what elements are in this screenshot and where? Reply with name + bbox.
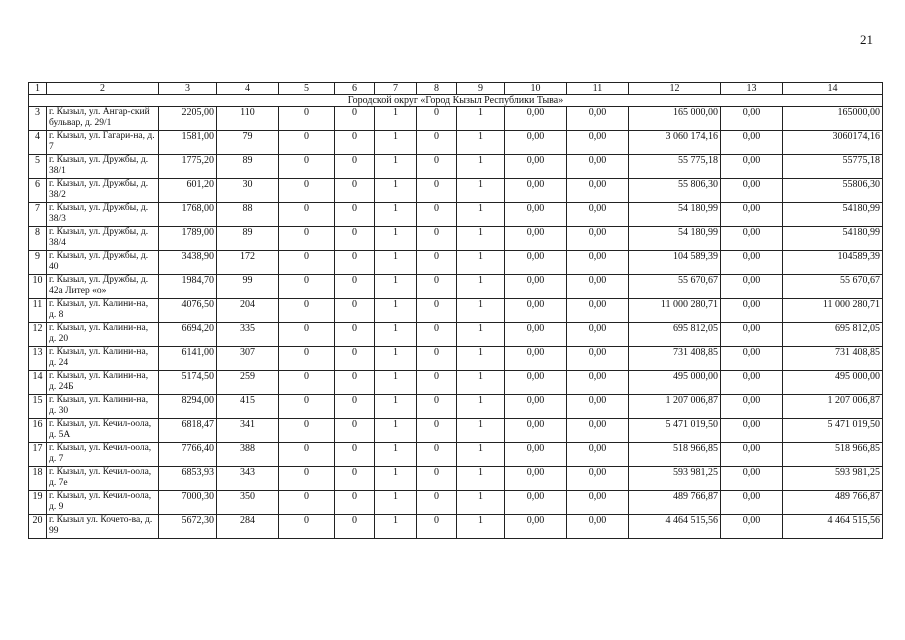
table-row	[29, 443, 883, 467]
header-cell: 3	[159, 83, 217, 95]
cell-col-14: 593 981,25	[783, 467, 883, 491]
cell-col-5: 0	[279, 227, 335, 251]
cell-row-number: 6	[29, 179, 47, 203]
cell-col-7: 1	[375, 131, 417, 155]
cell-col-14: 104589,39	[783, 251, 883, 275]
cell-col-12: 4 464 515,56	[629, 515, 721, 539]
cell-address: г. Кызыл, ул. Дружбы, д. 38/1	[47, 155, 159, 179]
cell-col-11: 0,00	[567, 347, 629, 371]
cell-col-8: 0	[417, 107, 457, 131]
cell-col-12: 55 775,18	[629, 155, 721, 179]
register-table	[28, 82, 883, 539]
cell-col-7: 1	[375, 371, 417, 395]
table-row	[29, 131, 883, 155]
cell-col-7: 1	[375, 251, 417, 275]
cell-row-number: 16	[29, 419, 47, 443]
cell-col-9: 1	[457, 155, 505, 179]
cell-col-14: 489 766,87	[783, 491, 883, 515]
cell-col-11: 0,00	[567, 203, 629, 227]
cell-area: 7000,30	[159, 491, 217, 515]
group-title: Городской округ «Город Кызыл Республики Тыва»	[29, 95, 883, 107]
cell-area: 1768,00	[159, 203, 217, 227]
cell-row-number: 9	[29, 251, 47, 275]
cell-col-14: 1 207 006,87	[783, 395, 883, 419]
cell-col-10: 0,00	[505, 299, 567, 323]
cell-col-10: 0,00	[505, 251, 567, 275]
cell-col-13: 0,00	[721, 395, 783, 419]
table-row	[29, 227, 883, 251]
cell-address: г. Кызыл, ул. Дружбы, д. 38/4	[47, 227, 159, 251]
cell-col-7: 1	[375, 299, 417, 323]
header-cell: 9	[457, 83, 505, 95]
cell-col-12: 54 180,99	[629, 203, 721, 227]
table-row	[29, 419, 883, 443]
cell-col-13: 0,00	[721, 371, 783, 395]
cell-col-11: 0,00	[567, 179, 629, 203]
cell-col-7: 1	[375, 515, 417, 539]
cell-col-5: 0	[279, 107, 335, 131]
cell-col-5: 0	[279, 443, 335, 467]
cell-col-9: 1	[457, 131, 505, 155]
cell-area: 4076,50	[159, 299, 217, 323]
cell-col-7: 1	[375, 395, 417, 419]
cell-col-5: 0	[279, 299, 335, 323]
table-body	[29, 95, 883, 539]
cell-row-number: 17	[29, 443, 47, 467]
cell-address: г. Кызыл, ул. Гагари-на, д. 7	[47, 131, 159, 155]
cell-col-10: 0,00	[505, 275, 567, 299]
cell-area: 3438,90	[159, 251, 217, 275]
cell-col-11: 0,00	[567, 299, 629, 323]
cell-address: г. Кызыл, ул. Кечил-оола, д. 5А	[47, 419, 159, 443]
cell-col-8: 0	[417, 467, 457, 491]
cell-col-14: 11 000 280,71	[783, 299, 883, 323]
cell-col-6: 0	[335, 491, 375, 515]
header-cell: 12	[629, 83, 721, 95]
cell-col-13: 0,00	[721, 227, 783, 251]
cell-col-11: 0,00	[567, 323, 629, 347]
cell-col-12: 495 000,00	[629, 371, 721, 395]
cell-address: г. Кызыл, ул. Калини-на, д. 8	[47, 299, 159, 323]
cell-col-4: 259	[217, 371, 279, 395]
cell-area: 1789,00	[159, 227, 217, 251]
cell-col-8: 0	[417, 515, 457, 539]
cell-col-6: 0	[335, 395, 375, 419]
cell-col-14: 165000,00	[783, 107, 883, 131]
cell-col-4: 79	[217, 131, 279, 155]
cell-col-10: 0,00	[505, 347, 567, 371]
cell-area: 6141,00	[159, 347, 217, 371]
table-row	[29, 371, 883, 395]
cell-col-9: 1	[457, 491, 505, 515]
table-row	[29, 515, 883, 539]
cell-col-8: 0	[417, 323, 457, 347]
cell-col-9: 1	[457, 443, 505, 467]
cell-row-number: 18	[29, 467, 47, 491]
cell-col-4: 88	[217, 203, 279, 227]
cell-col-10: 0,00	[505, 323, 567, 347]
cell-col-5: 0	[279, 179, 335, 203]
cell-address: г. Кызыл, ул. Калини-на, д. 24Б	[47, 371, 159, 395]
cell-col-4: 89	[217, 155, 279, 179]
cell-col-6: 0	[335, 371, 375, 395]
cell-col-11: 0,00	[567, 251, 629, 275]
cell-col-6: 0	[335, 179, 375, 203]
cell-col-4: 415	[217, 395, 279, 419]
cell-row-number: 15	[29, 395, 47, 419]
header-cell: 6	[335, 83, 375, 95]
cell-col-11: 0,00	[567, 419, 629, 443]
cell-address: г. Кызыл, ул. Калини-на, д. 30	[47, 395, 159, 419]
cell-col-8: 0	[417, 443, 457, 467]
cell-col-4: 284	[217, 515, 279, 539]
header-cell: 11	[567, 83, 629, 95]
table-row	[29, 155, 883, 179]
header-cell: 2	[47, 83, 159, 95]
cell-col-6: 0	[335, 107, 375, 131]
cell-col-9: 1	[457, 515, 505, 539]
cell-col-6: 0	[335, 347, 375, 371]
cell-area: 1581,00	[159, 131, 217, 155]
cell-col-10: 0,00	[505, 491, 567, 515]
cell-col-8: 0	[417, 491, 457, 515]
cell-col-7: 1	[375, 155, 417, 179]
cell-col-6: 0	[335, 203, 375, 227]
cell-col-8: 0	[417, 395, 457, 419]
cell-row-number: 12	[29, 323, 47, 347]
cell-area: 601,20	[159, 179, 217, 203]
cell-col-14: 495 000,00	[783, 371, 883, 395]
cell-address: г. Кызыл, ул. Калини-на, д. 20	[47, 323, 159, 347]
cell-col-13: 0,00	[721, 275, 783, 299]
cell-row-number: 5	[29, 155, 47, 179]
cell-col-10: 0,00	[505, 395, 567, 419]
cell-col-11: 0,00	[567, 155, 629, 179]
cell-col-11: 0,00	[567, 443, 629, 467]
cell-col-9: 1	[457, 179, 505, 203]
cell-col-14: 3060174,16	[783, 131, 883, 155]
cell-area: 6853,93	[159, 467, 217, 491]
cell-col-8: 0	[417, 203, 457, 227]
table-row	[29, 179, 883, 203]
cell-col-8: 0	[417, 251, 457, 275]
cell-col-12: 731 408,85	[629, 347, 721, 371]
cell-col-4: 172	[217, 251, 279, 275]
cell-col-8: 0	[417, 155, 457, 179]
cell-col-13: 0,00	[721, 131, 783, 155]
cell-row-number: 4	[29, 131, 47, 155]
cell-col-11: 0,00	[567, 515, 629, 539]
cell-row-number: 20	[29, 515, 47, 539]
cell-address: г. Кызыл, ул. Кечил-оола, д. 7е	[47, 467, 159, 491]
cell-col-7: 1	[375, 443, 417, 467]
page-number: 21	[860, 32, 873, 47]
cell-col-8: 0	[417, 227, 457, 251]
cell-col-14: 54180,99	[783, 227, 883, 251]
cell-col-8: 0	[417, 371, 457, 395]
cell-col-5: 0	[279, 467, 335, 491]
cell-col-13: 0,00	[721, 203, 783, 227]
cell-address: г. Кызыл ул. Кочето-ва, д. 99	[47, 515, 159, 539]
cell-col-12: 11 000 280,71	[629, 299, 721, 323]
cell-col-4: 343	[217, 467, 279, 491]
cell-address: г. Кызыл, ул. Ангар-ский бульвар, д. 29/1	[47, 107, 159, 131]
cell-col-14: 55 670,67	[783, 275, 883, 299]
cell-col-5: 0	[279, 347, 335, 371]
cell-col-4: 341	[217, 419, 279, 443]
cell-col-6: 0	[335, 275, 375, 299]
cell-col-9: 1	[457, 203, 505, 227]
cell-col-6: 0	[335, 515, 375, 539]
cell-col-9: 1	[457, 347, 505, 371]
table-row	[29, 107, 883, 131]
cell-col-10: 0,00	[505, 155, 567, 179]
table-row	[29, 251, 883, 275]
cell-col-11: 0,00	[567, 131, 629, 155]
cell-col-12: 1 207 006,87	[629, 395, 721, 419]
cell-row-number: 13	[29, 347, 47, 371]
cell-col-7: 1	[375, 107, 417, 131]
cell-col-7: 1	[375, 491, 417, 515]
cell-col-12: 55 670,67	[629, 275, 721, 299]
cell-col-5: 0	[279, 371, 335, 395]
cell-col-12: 489 766,87	[629, 491, 721, 515]
cell-col-5: 0	[279, 203, 335, 227]
cell-col-7: 1	[375, 419, 417, 443]
cell-col-10: 0,00	[505, 443, 567, 467]
cell-area: 2205,00	[159, 107, 217, 131]
cell-area: 5672,30	[159, 515, 217, 539]
cell-col-9: 1	[457, 323, 505, 347]
cell-col-6: 0	[335, 227, 375, 251]
cell-col-8: 0	[417, 131, 457, 155]
cell-row-number: 19	[29, 491, 47, 515]
table-row	[29, 323, 883, 347]
cell-row-number: 7	[29, 203, 47, 227]
cell-address: г. Кызыл, ул. Дружбы, д. 42а Литер «о»	[47, 275, 159, 299]
header-cell: 1	[29, 83, 47, 95]
table-row	[29, 275, 883, 299]
cell-col-4: 307	[217, 347, 279, 371]
cell-area: 6694,20	[159, 323, 217, 347]
cell-col-14: 5 471 019,50	[783, 419, 883, 443]
cell-col-12: 165 000,00	[629, 107, 721, 131]
cell-col-13: 0,00	[721, 443, 783, 467]
cell-address: г. Кызыл, ул. Дружбы, д. 38/3	[47, 203, 159, 227]
cell-col-4: 204	[217, 299, 279, 323]
table-row	[29, 347, 883, 371]
cell-col-13: 0,00	[721, 515, 783, 539]
cell-col-12: 55 806,30	[629, 179, 721, 203]
cell-col-14: 54180,99	[783, 203, 883, 227]
cell-col-14: 55806,30	[783, 179, 883, 203]
cell-col-13: 0,00	[721, 299, 783, 323]
cell-col-13: 0,00	[721, 179, 783, 203]
cell-col-5: 0	[279, 323, 335, 347]
cell-col-14: 4 464 515,56	[783, 515, 883, 539]
cell-area: 8294,00	[159, 395, 217, 419]
cell-col-13: 0,00	[721, 467, 783, 491]
cell-col-7: 1	[375, 347, 417, 371]
cell-col-5: 0	[279, 131, 335, 155]
cell-col-5: 0	[279, 155, 335, 179]
cell-col-12: 593 981,25	[629, 467, 721, 491]
cell-col-9: 1	[457, 275, 505, 299]
cell-col-10: 0,00	[505, 419, 567, 443]
cell-col-13: 0,00	[721, 419, 783, 443]
cell-col-10: 0,00	[505, 227, 567, 251]
cell-col-11: 0,00	[567, 395, 629, 419]
cell-col-4: 350	[217, 491, 279, 515]
table-row	[29, 491, 883, 515]
cell-col-4: 30	[217, 179, 279, 203]
cell-col-14: 55775,18	[783, 155, 883, 179]
cell-col-12: 104 589,39	[629, 251, 721, 275]
header-cell: 5	[279, 83, 335, 95]
header-cell: 4	[217, 83, 279, 95]
cell-row-number: 3	[29, 107, 47, 131]
cell-col-4: 388	[217, 443, 279, 467]
cell-row-number: 11	[29, 299, 47, 323]
cell-col-6: 0	[335, 467, 375, 491]
cell-col-14: 695 812,05	[783, 323, 883, 347]
header-row	[29, 83, 883, 95]
cell-col-7: 1	[375, 227, 417, 251]
cell-col-10: 0,00	[505, 467, 567, 491]
cell-col-5: 0	[279, 515, 335, 539]
cell-col-5: 0	[279, 419, 335, 443]
cell-col-12: 54 180,99	[629, 227, 721, 251]
cell-col-5: 0	[279, 395, 335, 419]
cell-area: 1984,70	[159, 275, 217, 299]
cell-area: 5174,50	[159, 371, 217, 395]
cell-col-9: 1	[457, 107, 505, 131]
cell-col-4: 335	[217, 323, 279, 347]
header-cell: 10	[505, 83, 567, 95]
cell-col-4: 99	[217, 275, 279, 299]
cell-address: г. Кызыл, ул. Дружбы, д. 40	[47, 251, 159, 275]
cell-col-9: 1	[457, 299, 505, 323]
cell-col-12: 5 471 019,50	[629, 419, 721, 443]
cell-col-7: 1	[375, 179, 417, 203]
header-cell: 13	[721, 83, 783, 95]
cell-col-13: 0,00	[721, 251, 783, 275]
header-cell: 7	[375, 83, 417, 95]
cell-col-9: 1	[457, 371, 505, 395]
cell-col-12: 518 966,85	[629, 443, 721, 467]
cell-col-6: 0	[335, 323, 375, 347]
cell-col-11: 0,00	[567, 227, 629, 251]
cell-area: 7766,40	[159, 443, 217, 467]
cell-col-8: 0	[417, 299, 457, 323]
cell-col-9: 1	[457, 251, 505, 275]
cell-col-12: 3 060 174,16	[629, 131, 721, 155]
cell-col-4: 110	[217, 107, 279, 131]
cell-col-6: 0	[335, 155, 375, 179]
cell-col-10: 0,00	[505, 131, 567, 155]
cell-col-5: 0	[279, 491, 335, 515]
cell-address: г. Кызыл, ул. Кечил-оола, д. 7	[47, 443, 159, 467]
cell-col-9: 1	[457, 419, 505, 443]
cell-col-11: 0,00	[567, 491, 629, 515]
cell-col-6: 0	[335, 299, 375, 323]
table-row	[29, 299, 883, 323]
cell-col-8: 0	[417, 179, 457, 203]
cell-col-5: 0	[279, 275, 335, 299]
cell-col-11: 0,00	[567, 275, 629, 299]
cell-col-13: 0,00	[721, 323, 783, 347]
cell-col-13: 0,00	[721, 155, 783, 179]
cell-col-6: 0	[335, 251, 375, 275]
cell-col-6: 0	[335, 419, 375, 443]
cell-col-7: 1	[375, 203, 417, 227]
table-header	[29, 83, 883, 95]
cell-address: г. Кызыл, ул. Калини-на, д. 24	[47, 347, 159, 371]
cell-col-12: 695 812,05	[629, 323, 721, 347]
cell-col-8: 0	[417, 275, 457, 299]
group-title-row	[29, 95, 883, 107]
cell-col-7: 1	[375, 275, 417, 299]
cell-col-9: 1	[457, 395, 505, 419]
cell-col-10: 0,00	[505, 371, 567, 395]
cell-row-number: 14	[29, 371, 47, 395]
cell-address: г. Кызыл, ул. Дружбы, д. 38/2	[47, 179, 159, 203]
cell-col-8: 0	[417, 419, 457, 443]
cell-col-11: 0,00	[567, 371, 629, 395]
cell-col-9: 1	[457, 467, 505, 491]
cell-col-10: 0,00	[505, 107, 567, 131]
table-row	[29, 395, 883, 419]
cell-col-14: 731 408,85	[783, 347, 883, 371]
cell-col-11: 0,00	[567, 467, 629, 491]
cell-address: г. Кызыл, ул. Кечил-оола, д. 9	[47, 491, 159, 515]
cell-col-11: 0,00	[567, 107, 629, 131]
cell-col-8: 0	[417, 347, 457, 371]
cell-col-6: 0	[335, 443, 375, 467]
cell-col-9: 1	[457, 227, 505, 251]
cell-col-14: 518 966,85	[783, 443, 883, 467]
cell-col-13: 0,00	[721, 107, 783, 131]
cell-area: 6818,47	[159, 419, 217, 443]
cell-row-number: 10	[29, 275, 47, 299]
cell-area: 1775,20	[159, 155, 217, 179]
header-cell: 14	[783, 83, 883, 95]
cell-col-10: 0,00	[505, 203, 567, 227]
cell-col-10: 0,00	[505, 179, 567, 203]
cell-row-number: 8	[29, 227, 47, 251]
cell-col-6: 0	[335, 131, 375, 155]
cell-col-13: 0,00	[721, 347, 783, 371]
table-row	[29, 203, 883, 227]
cell-col-7: 1	[375, 323, 417, 347]
header-cell: 8	[417, 83, 457, 95]
table-row	[29, 467, 883, 491]
cell-col-4: 89	[217, 227, 279, 251]
cell-col-10: 0,00	[505, 515, 567, 539]
cell-col-13: 0,00	[721, 491, 783, 515]
cell-col-7: 1	[375, 467, 417, 491]
cell-col-5: 0	[279, 251, 335, 275]
